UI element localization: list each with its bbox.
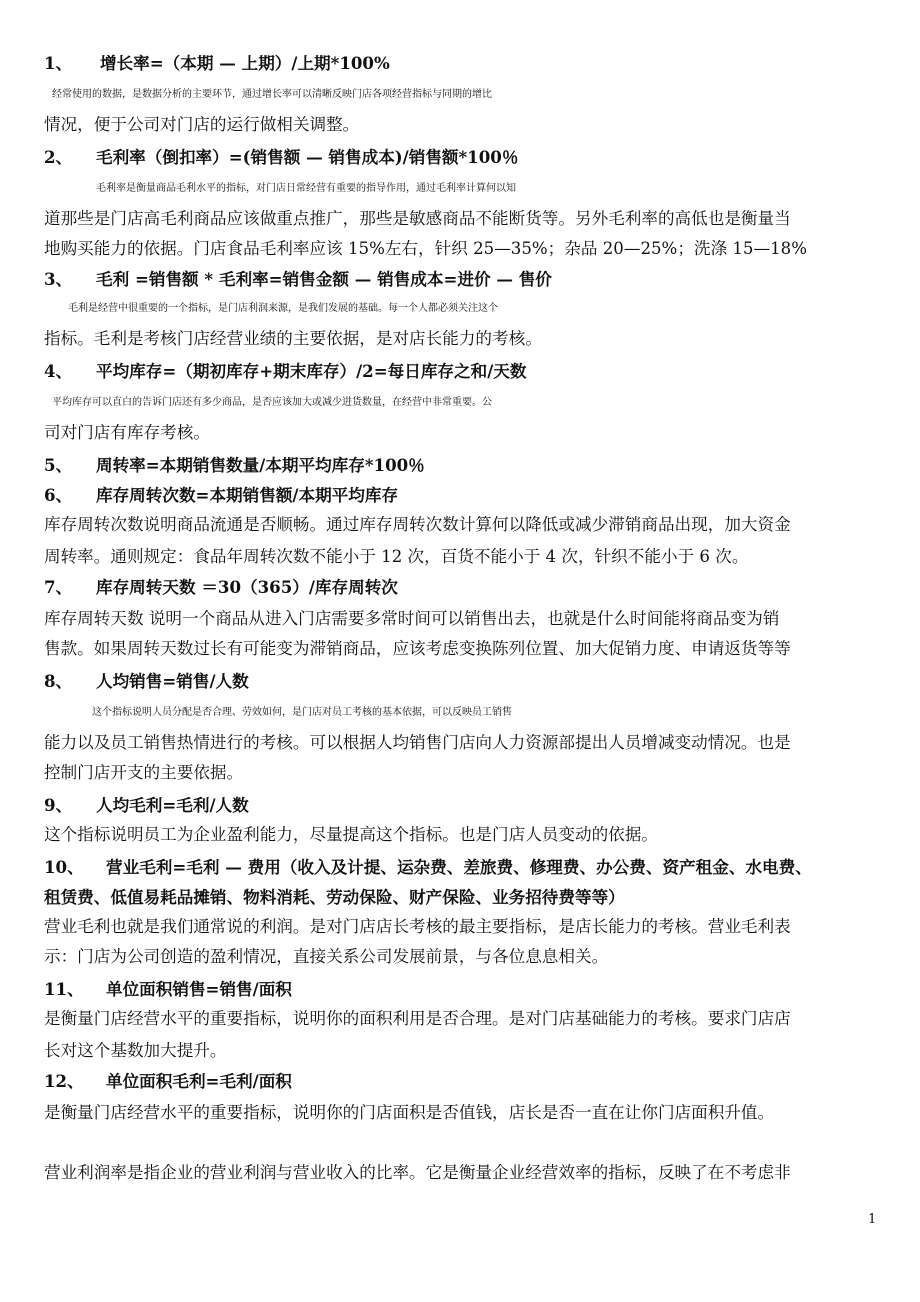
section-4-heading: 4、 平均库存=（期初库存+期末库存）/2=每日库存之和/天数 bbox=[44, 361, 527, 381]
section-6-body-line-1: 库存周转次数说明商品流通是否顺畅。通过库存周转次数计算何以降低或减少滞销商品出现，加大资金 bbox=[44, 515, 791, 534]
section-1-body-line-1: 经常使用的数据，是数据分析的主要环节，通过增长率可以清晰反映门店各项经营指标与同期的增比 bbox=[52, 89, 492, 100]
section-4-body-line-2: 司对门店有库存考核。 bbox=[44, 423, 210, 442]
section-8-body-line-2: 能力以及员工销售热情进行的考核。可以根据人均销售门店向人力资源部提出人员增减变动情况。也是 bbox=[44, 733, 791, 752]
section-8-body-line-1: 这个指标说明人员分配是否合理、劳效如何，是门店对员工考核的基本依据，可以反映员工销售 bbox=[92, 707, 512, 718]
section-12-heading: 12、 单位面积毛利=毛利/面积 bbox=[44, 1071, 292, 1091]
section-2-body-line-3: 地购买能力的依据。门店食品毛利率应该 15%左右，针织 25—35%；杂品 20—25%；洗涤 15—18% bbox=[44, 239, 807, 258]
section-3-body-line-1: 毛利是经营中很重要的一个指标，是门店利润来源，是我们发展的基础。每一个人都必须关注这个 bbox=[68, 303, 498, 314]
section-7-heading: 7、 库存周转天数 ＝30（365）/库存周转次 bbox=[44, 577, 398, 597]
section-3-heading: 3、 毛利 =销售额 * 毛利率=销售金额 — 销售成本=进价 — 售价 bbox=[44, 269, 552, 289]
section-10-heading-cont: 租赁费、低值易耗品摊销、物料消耗、劳动保险、财产保险、业务招待费等等） bbox=[44, 887, 625, 907]
section-10-body-line-2: 示：门店为公司创造的盈利情况，直接关系公司发展前景，与各位息息相关。 bbox=[44, 947, 609, 966]
section-2-body-line-1: 毛利率是衡量商品毛利水平的指标，对门店日常经营有重要的指导作用，通过毛利率计算何以知 bbox=[96, 183, 516, 194]
section-5-heading: 5、 周转率=本期销售数量/本期平均库存*100％ bbox=[44, 455, 425, 475]
section-3-body-line-2: 指标。毛利是考核门店经营业绩的主要依据，是对店长能力的考核。 bbox=[44, 329, 542, 348]
section-2-body-line-2: 道那些是门店高毛利商品应该做重点推广，那些是敏感商品不能断货等。另外毛利率的高低也是衡量当 bbox=[44, 209, 791, 228]
section-6-heading: 6、 库存周转次数=本期销售额/本期平均库存 bbox=[44, 485, 399, 505]
section-2-heading: 2、 毛利率（倒扣率）=(销售额 — 销售成本)/销售额*100％ bbox=[44, 147, 519, 167]
section-8-body-line-3: 控制门店开支的主要依据。 bbox=[44, 763, 244, 782]
section-12-body-line-1: 是衡量门店经营水平的重要指标，说明你的门店面积是否值钱，店长是否一直在让你门店面积升值。 bbox=[44, 1103, 775, 1122]
section-9-heading: 9、 人均毛利=毛利/人数 bbox=[44, 795, 249, 815]
section-9-body-line-1: 这个指标说明员工为企业盈利能力，尽量提高这个指标。也是门店人员变动的依据。 bbox=[44, 825, 658, 844]
closing-paragraph-line: 营业利润率是指企业的营业利润与营业收入的比率。它是衡量企业经营效率的指标，反映了在不考虑非 bbox=[44, 1163, 791, 1182]
section-7-body-line-1: 库存周转天数 说明一个商品从进入门店需要多常时间可以销售出去，也就是什么时间能将商品变为销 bbox=[44, 609, 780, 628]
section-1-body-line-2: 情况，便于公司对门店的运行做相关调整。 bbox=[44, 115, 360, 134]
section-10-heading: 10、 营业毛利=毛利 — 费用（收入及计提、运杂费、差旅费、修理费、办公费、资产租金、水电费、 bbox=[44, 857, 812, 877]
section-4-body-line-1: 平均库存可以直白的告诉门店还有多少商品，是否应该加大或减少进货数量，在经营中非常重要。公 bbox=[52, 397, 492, 408]
page-number: 1 bbox=[868, 1212, 877, 1227]
section-11-body-line-1: 是衡量门店经营水平的重要指标，说明你的面积利用是否合理。是对门店基础能力的考核。要求门店店 bbox=[44, 1009, 791, 1028]
section-11-body-line-2: 长对这个基数加大提升。 bbox=[44, 1041, 227, 1060]
section-11-heading: 11、 单位面积销售=销售/面积 bbox=[44, 979, 292, 999]
section-8-heading: 8、 人均销售=销售/人数 bbox=[44, 671, 249, 691]
section-7-body-line-2: 售款。如果周转天数过长有可能变为滞销商品，应该考虑变换陈列位置、加大促销力度、申请返货等等 bbox=[44, 639, 791, 658]
section-1-heading: 1、 增长率=（本期 — 上期）/上期*100% bbox=[44, 53, 390, 73]
section-6-body-line-2: 周转率。通则规定：食品年周转次数不能小于 12 次，百货不能小于 4 次，针织不能小于 6 次。 bbox=[44, 547, 749, 566]
section-10-body-line-1: 营业毛利也就是我们通常说的利润。是对门店店长考核的最主要指标，是店长能力的考核。营业毛利表 bbox=[44, 917, 791, 936]
